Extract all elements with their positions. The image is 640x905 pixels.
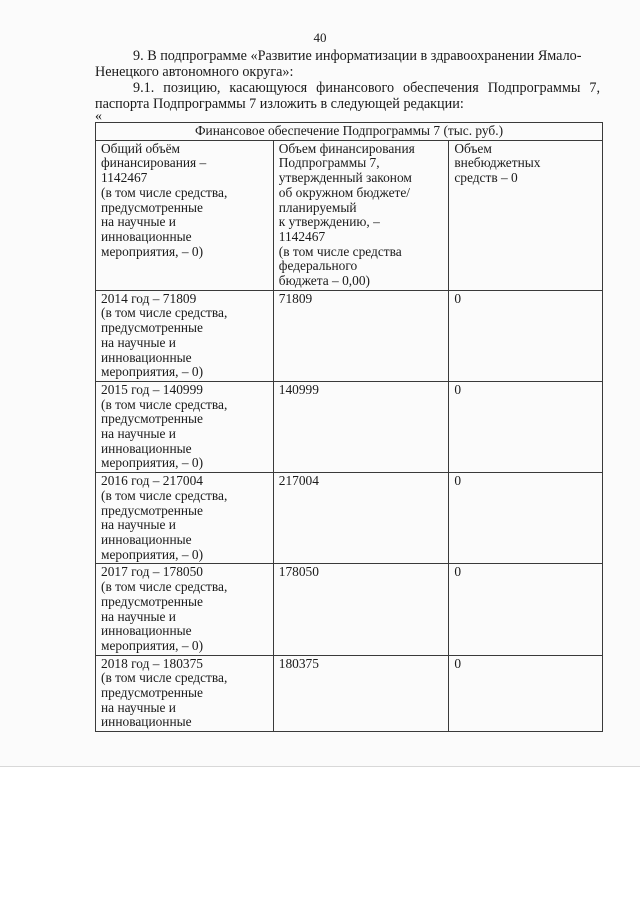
row-year-cell: 2015 год – 140999 (в том числе средства, предусмотренные на научные и инновационные мероприятия, – 0) [96, 381, 274, 472]
header-extrabudgetary: Объем внебюджетных средств – 0 [449, 140, 603, 290]
row-extra-cell: 0 [449, 655, 603, 732]
row-year-cell: 2016 год – 217004 (в том числе средства, предусмотренные на научные и инновационные мероприятия, – 0) [96, 473, 274, 564]
row-budget-cell: 217004 [273, 473, 449, 564]
table-header-row [96, 140, 603, 290]
row-year-cell: 2017 год – 178050 (в том числе средства, предусмотренные на научные и инновационные мероприятия, – 0) [96, 564, 274, 655]
financing-table [95, 122, 603, 732]
row-extra-cell: 0 [449, 473, 603, 564]
blank-area [0, 767, 640, 905]
row-year-cell: 2018 год – 180375 (в том числе средства, предусмотренные на научные и инновационные [96, 655, 274, 732]
table-row [96, 473, 603, 564]
header-budget-financing: Объем финансирования Подпрограммы 7, утвержденный законом об окружном бюджете/ планируемый к утверждению, – 1142467 (в том числе средства федерального бюджета – 0,00) [273, 140, 449, 290]
table-title-row [96, 123, 603, 141]
table-title: Финансовое обеспечение Подпрограммы 7 (тыс. руб.) [96, 123, 603, 141]
row-budget-cell: 178050 [273, 564, 449, 655]
row-extra-cell: 0 [449, 381, 603, 472]
row-budget-cell: 140999 [273, 381, 449, 472]
row-extra-cell: 0 [449, 564, 603, 655]
row-year-cell: 2014 год – 71809 (в том числе средства, предусмотренные на научные и инновационные мероприятия, – 0) [96, 290, 274, 381]
header-total-financing: Общий объём финансирования – 1142467 (в том числе средства, предусмотренные на научные и инновационные мероприятия, – 0) [96, 140, 274, 290]
table-row [96, 290, 603, 381]
row-budget-cell: 71809 [273, 290, 449, 381]
page-number: 40 [313, 30, 327, 45]
table-row [96, 655, 603, 732]
row-extra-cell: 0 [449, 290, 603, 381]
table-row [96, 564, 603, 655]
table-row [96, 381, 603, 472]
opening-quote: « [95, 109, 102, 124]
paragraph-9-1: 9.1. позицию, касающуюся финансового обеспечения Подпрограммы 7, паспорта Подпрограммы 7 изложить в следующей редакции: [95, 80, 600, 112]
paragraph-9: 9. В подпрограмме «Развитие информатизации в здравоохранении Ямало-Ненецкого автономного округа»: [95, 48, 582, 80]
row-budget-cell: 180375 [273, 655, 449, 732]
